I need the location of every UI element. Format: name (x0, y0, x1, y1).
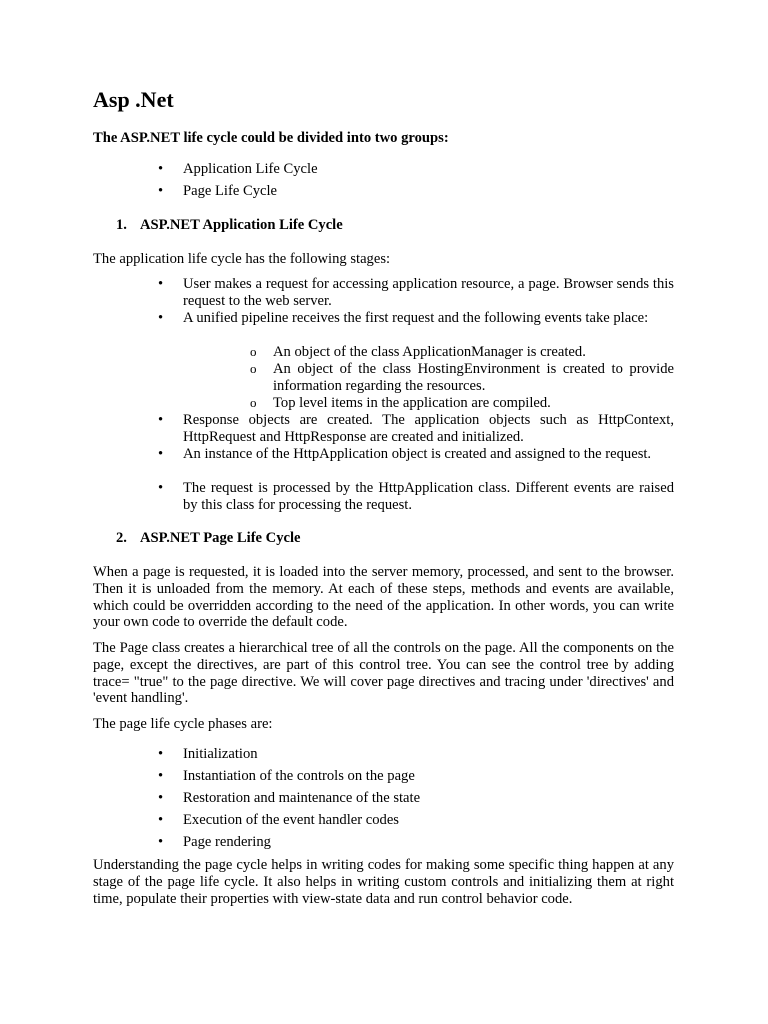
phases-lead: The page life cycle phases are: (93, 716, 273, 732)
bullet-icon: • (158, 790, 164, 806)
list-item: • A unified pipeline receives the first request and the following events take place: (158, 310, 649, 326)
list-item: o Top level items in the application are compiled. (250, 395, 551, 411)
section-lead: The application life cycle has the following stages: (93, 251, 391, 267)
section-number: 1. (116, 217, 127, 233)
bullet-icon: • (158, 812, 164, 828)
list-item: o An object of the class HostingEnvironment is created to provide information regarding the resources. (250, 361, 674, 394)
bullet-icon: • (158, 183, 164, 199)
bullet-icon: • (158, 412, 164, 428)
list-item: • Page rendering (158, 834, 271, 850)
section-heading: ASP.NET Application Life Cycle (140, 217, 343, 233)
circle-bullet-icon: o (250, 361, 257, 376)
list-item: • User makes a request for accessing application resource, a page. Browser sends this request to the web server. (158, 276, 674, 309)
list-item: • An instance of the HttpApplication object is created and assigned to the request. (158, 446, 652, 462)
list-item: o An object of the class ApplicationManager is created. (250, 344, 586, 360)
list-item: • Restoration and maintenance of the state (158, 790, 421, 806)
circle-bullet-icon: o (250, 395, 257, 410)
intro-text: The ASP.NET life cycle could be divided into two groups: (93, 130, 449, 146)
list-item: • Page Life Cycle (158, 183, 278, 199)
bullet-icon: • (158, 276, 164, 292)
closing-paragraph: Understanding the page cycle helps in writing codes for making some specific thing happen at any stage of the page life cycle. It also helps in writing custom controls and initializing them at right time, populate their properties with view-state data and run control behavior code. (93, 857, 674, 907)
list-item: • Execution of the event handler codes (158, 812, 399, 828)
list-item: • Response objects are created. The application objects such as HttpContext, HttpRequest and HttpResponse are created and initialized. (158, 412, 674, 445)
paragraph: The Page class creates a hierarchical tree of all the controls on the page. All the components on the page, except the directives, are part of this control tree. You can see the control tree by adding trace= "true" to the page directive. We will cover page directives and tracing under 'directives' and 'event handling'. (93, 640, 674, 707)
list-item: • Instantiation of the controls on the page (158, 768, 415, 784)
list-item: • The request is processed by the HttpApplication class. Different events are raised by this class for processing the request. (158, 480, 674, 513)
bullet-icon: • (158, 768, 164, 784)
section-heading: ASP.NET Page Life Cycle (140, 530, 301, 546)
list-item: • Initialization (158, 746, 258, 762)
bullet-icon: • (158, 446, 164, 462)
list-item: • Application Life Cycle (158, 161, 318, 177)
bullet-icon: • (158, 161, 164, 177)
bullet-icon: • (158, 310, 164, 326)
section-number: 2. (116, 530, 127, 546)
bullet-icon: • (158, 480, 164, 496)
bullet-icon: • (158, 834, 164, 850)
page-title: Asp .Net (93, 87, 174, 112)
circle-bullet-icon: o (250, 344, 257, 359)
bullet-icon: • (158, 746, 164, 762)
paragraph: When a page is requested, it is loaded into the server memory, processed, and sent to the browser. Then it is unloaded from the memory. At each of these steps, methods and events are available, which could be overridden according to the need of the application. In other words, you can write your own code to override the default code. (93, 564, 674, 631)
